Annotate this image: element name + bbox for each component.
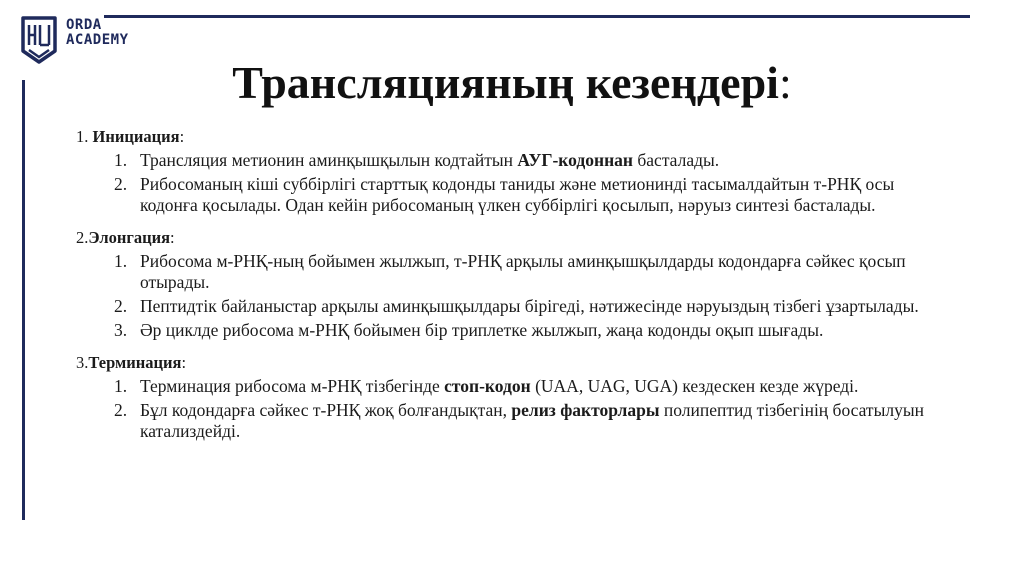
list-item-text: Әр циклде рибосома м-РНҚ бойымен бір триплетке жылжып, жаңа кодонды оқып шығады. [140,320,824,340]
section-colon: : [170,228,175,247]
section-1 [76,126,956,216]
page-title-colon: : [778,57,792,108]
section-colon: : [181,353,187,372]
section-list [76,251,956,341]
section-heading [76,126,956,147]
left-divider-line [22,80,25,520]
list-item-text: Рибосоманың кіші суббірлігі старттық кодонды таниды және метионинді тасымалдайтын т-РНҚ осы кодонға қосылады. Одан кейін рибосоманың үлкен суббірлігі қосылып, нәруыз синтезі басталады. [140,174,895,215]
list-item-text: басталады. [633,150,720,170]
list-item-number: 1. [114,251,128,271]
list-item [76,376,956,397]
logo-line-2: ACADEMY [66,32,129,48]
list-item [76,400,956,442]
list-item-number: 1. [114,150,128,170]
bold-term: стоп-кодон [444,376,531,396]
section-heading [76,227,956,248]
section-name: Инициация [92,127,180,146]
list-item-text: Рибосома м-РНҚ-ның бойымен жылжып, т-РНҚ арқылы аминқышқылдарды кодондарға сәйкес қосып отырады. [140,251,906,292]
list-item [76,174,956,216]
list-item-text: Трансляция метионин аминқышқылын кодтайтын [140,150,518,170]
list-item-text: Бұл кодондарға сәйкес т-РНҚ жоқ болғандықтан, [140,400,512,420]
list-item-number: 2. [114,174,128,194]
list-item-text: Пептидтік байланыстар арқылы аминқышқылдары бірігеді, нәтижесінде нәруыздың тізбегі ұзартылады. [140,296,919,316]
logo-line-1: ORDA [66,17,102,33]
content-body [76,126,956,453]
section-2 [76,227,956,341]
list-item-text: полипептид тізбегінің босатылуын катализдейді. [140,400,924,441]
list-item [76,296,956,317]
list-item-number: 2. [114,400,128,420]
section-list [76,376,956,442]
list-item-text: Терминация рибосома м-РНҚ тізбегінде [140,376,445,396]
logo-text [66,18,129,48]
section-heading [76,352,956,373]
bold-term: АУГ-кодоннан [517,150,633,170]
section-number: 1. [76,127,93,146]
list-item [76,150,956,171]
section-number: 2. [76,228,89,247]
section-list [76,150,956,216]
section-colon: : [179,127,185,146]
page-title-text: Трансляцияның кезеңдері [232,57,779,108]
list-item-number: 2. [114,296,128,316]
section-number: 3. [76,353,89,372]
list-item-number: 1. [114,376,128,396]
list-item [76,251,956,293]
section-name: Терминация [88,353,182,372]
section-name: Элонгация [88,228,171,247]
list-item [76,320,956,341]
top-divider-line [104,15,970,18]
list-item-text: (UAA, UAG, UGA) кездескен кезде жүреді. [530,376,859,396]
bold-term: релиз факторлары [511,400,660,420]
page-title [0,56,1024,109]
section-3 [76,352,956,442]
list-item-number: 3. [114,320,128,340]
